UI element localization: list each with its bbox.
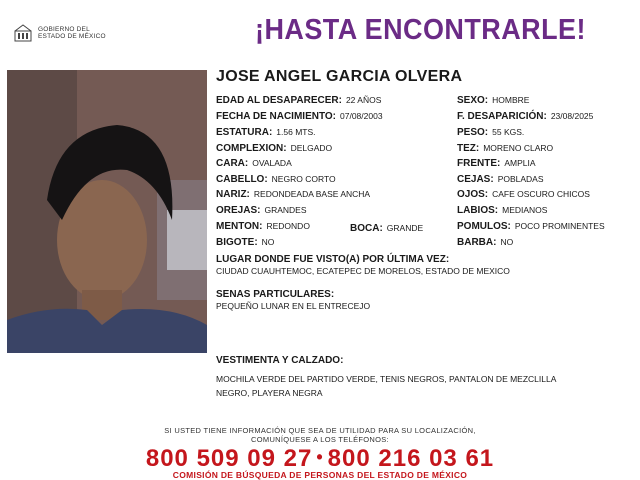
person-name: JOSE ANGEL GARCIA OLVERA xyxy=(216,68,463,85)
nariz-label: NARIZ: xyxy=(216,189,250,200)
peso-value: 55 KGS. xyxy=(492,127,525,137)
senas-label: SENAS PARTICULARES: xyxy=(216,289,335,300)
field-ojos xyxy=(457,189,590,200)
ojos-label: OJOS: xyxy=(457,189,489,200)
boca-value: GRANDE xyxy=(386,223,424,233)
field-cejas xyxy=(457,174,544,185)
labios-value: MEDIANOS xyxy=(502,205,548,215)
cejas-label: CEJAS: xyxy=(457,174,494,185)
menton-label: MENTON: xyxy=(216,221,263,232)
desaparicion-label: F. DESAPARICIÓN: xyxy=(457,111,547,122)
edad-value: 22 AÑOS xyxy=(345,95,382,105)
orejas-label: OREJAS: xyxy=(216,205,261,216)
field-tez xyxy=(457,143,553,154)
sexo-value: HOMBRE xyxy=(492,95,530,105)
field-desaparicion xyxy=(457,111,593,122)
vestimenta-line1: MOCHILA VERDE DEL PARTIDO VERDE, TENIS NEGROS, PANTALON DE MEZCLILLA xyxy=(216,374,557,384)
barba-value: NO xyxy=(500,237,514,247)
field-frente xyxy=(457,158,536,169)
footer-note-line1: SI USTED TIENE INFORMACIÓN QUE SEA DE UTILIDAD PARA SU LOCALIZACIÓN, xyxy=(164,426,476,435)
field-pomulos xyxy=(457,221,605,232)
commission-name: COMISIÓN DE BÚSQUEDA DE PERSONAS DEL ESTADO DE MÉXICO xyxy=(172,470,468,480)
phone-1[interactable]: 800 509 09 27 xyxy=(145,445,313,472)
person-photo xyxy=(7,70,207,353)
slogan: ¡HASTA ENCONTRARLE! xyxy=(255,14,586,46)
lugar-value: CIUDAD CUAUHTEMOC, ECATEPEC DE MORELOS, ESTADO DE MEXICO xyxy=(216,266,510,276)
vestimenta-label: VESTIMENTA Y CALZADO: xyxy=(216,355,344,366)
field-nacimiento xyxy=(216,111,383,122)
cara-label: CARA: xyxy=(216,158,249,169)
field-orejas xyxy=(216,205,307,216)
cabello-value: NEGRO CORTO xyxy=(271,174,336,184)
desaparicion-value: 23/08/2025 xyxy=(550,111,594,121)
field-cabello xyxy=(216,174,336,185)
estatura-value: 1.56 MTS. xyxy=(276,127,316,137)
phone-separator: • xyxy=(316,447,324,467)
field-edad xyxy=(216,95,381,106)
state-emblem-icon xyxy=(12,22,34,44)
government-logo xyxy=(12,22,106,44)
field-boca xyxy=(350,223,423,234)
tez-value: MORENO CLARO xyxy=(483,143,554,153)
labios-label: LABIOS: xyxy=(457,205,499,216)
tez-label: TEZ: xyxy=(457,143,480,154)
field-sexo xyxy=(457,95,529,106)
phone-numbers xyxy=(0,445,640,473)
bigote-label: BIGOTE: xyxy=(216,237,258,248)
bigote-value: NO xyxy=(261,237,275,247)
boca-label: BOCA: xyxy=(350,223,383,234)
field-bigote xyxy=(216,237,274,248)
frente-label: FRENTE: xyxy=(457,158,501,169)
sexo-label: SEXO: xyxy=(457,95,489,106)
orejas-value: GRANDES xyxy=(264,205,307,215)
field-menton xyxy=(216,221,310,232)
peso-label: PESO: xyxy=(457,127,489,138)
phone-2[interactable]: 800 216 03 61 xyxy=(327,445,495,472)
menton-value: REDONDO xyxy=(266,221,310,231)
footer-note-line2: COMUNÍQUESE A LOS TELÉFONOS: xyxy=(251,435,389,444)
header xyxy=(0,0,640,66)
nariz-value: REDONDEADA BASE ANCHA xyxy=(253,189,371,199)
complexion-value: DELGADO xyxy=(290,143,333,153)
cabello-label: CABELLO: xyxy=(216,174,268,185)
nacimiento-value: 07/08/2003 xyxy=(340,111,383,121)
complexion-label: COMPLEXION: xyxy=(216,143,287,154)
senas-value: PEQUEÑO LUNAR EN EL ENTRECEJO xyxy=(216,301,371,311)
field-complexion xyxy=(216,143,332,154)
gov-name-line1: GOBIERNO DEL xyxy=(38,25,90,33)
pomulos-value: POCO PROMINENTES xyxy=(514,221,605,231)
nacimiento-label: FECHA DE NACIMIENTO: xyxy=(216,111,336,122)
pomulos-label: POMULOS: xyxy=(457,221,511,232)
field-labios xyxy=(457,205,547,216)
barba-label: BARBA: xyxy=(457,237,497,248)
ojos-value: CAFE OSCURO CHICOS xyxy=(492,189,590,199)
field-nariz xyxy=(216,189,370,200)
portrait-image xyxy=(7,70,207,353)
cara-value: OVALADA xyxy=(252,158,292,168)
cejas-value: POBLADAS xyxy=(497,174,544,184)
frente-value: AMPLIA xyxy=(504,158,536,168)
estatura-label: ESTATURA: xyxy=(216,127,273,138)
edad-label: EDAD AL DESAPARECER: xyxy=(216,95,342,106)
field-peso xyxy=(457,127,524,138)
gov-name-line2: ESTADO DE MÉXICO xyxy=(38,33,106,40)
field-cara xyxy=(216,158,292,169)
lugar-label: LUGAR DONDE FUE VISTO(A) POR ÚLTIMA VEZ: xyxy=(216,254,450,265)
field-estatura xyxy=(216,127,316,138)
vestimenta-line2: NEGRO, PLAYERA NEGRA xyxy=(216,388,323,398)
field-barba xyxy=(457,237,513,248)
